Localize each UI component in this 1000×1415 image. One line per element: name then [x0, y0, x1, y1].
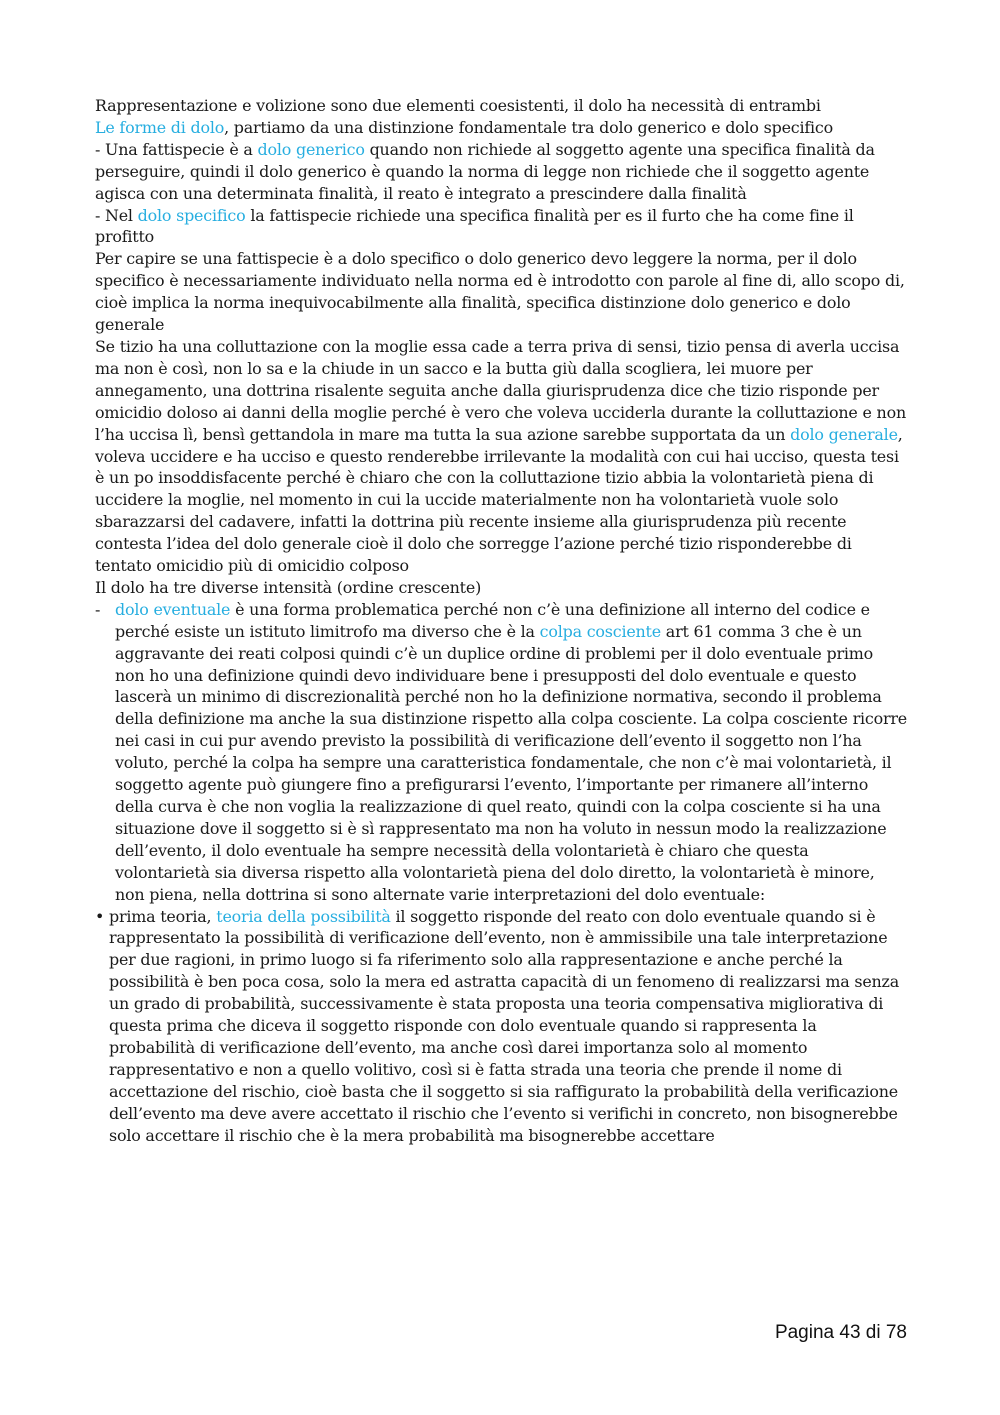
highlight-dolo-generico: dolo generico: [257, 139, 365, 159]
paragraph-tre-intensita: [95, 577, 907, 599]
paragraph-dolo-specifico: [95, 205, 907, 249]
highlight-colpa-cosciente: colpa cosciente: [539, 621, 661, 641]
highlight-dolo-generale: dolo generale: [790, 424, 898, 444]
paragraph-forme-di-dolo: [95, 117, 907, 139]
paragraph-text: è una forma problematica perché non c’è una definizione all interno del codice e perché esiste un istituto limitrofo ma diverso che è la: [115, 599, 870, 641]
highlight-dolo-eventuale: dolo eventuale: [115, 599, 231, 619]
paragraph-text: la fattispecie richiede una specifica finalità per es il furto che ha come fine il profitto: [95, 205, 854, 247]
paragraph-intro: [95, 95, 907, 117]
document-body: [95, 95, 907, 1147]
list-item-prima-teoria: [95, 906, 907, 1147]
paragraph-text: Il dolo ha tre diverse intensità (ordine crescente): [95, 577, 482, 597]
page-number: Pagina 43 di 78: [774, 1322, 907, 1343]
paragraph-capire-fattispecie: [95, 248, 907, 336]
paragraph-text: , partiamo da una distinzione fondamentale tra dolo generico e dolo specifico: [224, 117, 833, 137]
highlight-dolo-specifico: dolo specifico: [137, 205, 246, 225]
paragraph-text: il soggetto risponde del reato con dolo eventuale quando si è rappresentato la possibilità di verificazione dell’evento, non è ammissibile una tale interpretazione per due ragioni, in primo luogo si fa riferimento solo alla rappresentazione e anche perché la possibilità è ben poca cosa, solo la mera ed astratta capacità di un fenomeno di realizzarsi ma senza un grado di probabilità, successivamente è stata proposta una teoria compensativa migliorativa di questa prima che diceva il soggetto risponde con dolo eventuale quando si rappresenta la probabilità di verificazione dell’evento, ma anche così darei importanza solo al momento rappresentativo e non a quello volitivo, così si è fatta strada una teoria che prende il nome di accettazione del rischio, cioè basta che il soggetto si sia raffigurato la probabilità della verificazione dell’evento ma deve avere accettato il rischio che l’evento si verifichi in concreto, non bisognerebbe solo accettare il rischio che è la mera probabilità ma bisognerebbe accettare: [109, 906, 899, 1145]
paragraph-text: , voleva uccidere e ha ucciso e questo renderebbe irrilevante la modalità con cui hai ucciso, questa tesi è un po insoddisfacente perché è chiaro che con la colluttazione tizio abbia la volontarietà piena di uccidere la moglie, nel momento in cui la uccide materialmente non ha volontarietà vuole solo sbarazzarsi del cadavere, infatti la dottrina più recente insieme alla giurisprudenza più recente contesta l’idea del dolo generale cioè il dolo che sorregge l’azione perché tizio risponderebbe di tentato omicidio più di omicidio colposo: [95, 424, 903, 576]
paragraph-text: prima teoria,: [109, 906, 217, 926]
paragraph-dolo-generale: [95, 336, 907, 577]
bullet-marker: •: [95, 906, 105, 926]
list-item-dolo-eventuale: [95, 599, 907, 906]
paragraph-text: - Nel: [95, 205, 138, 225]
paragraph-text: - Una fattispecie è a: [95, 139, 258, 159]
highlight-teoria-possibilita: teoria della possibilità: [216, 906, 391, 926]
paragraph-text: Per capire se una fattispecie è a dolo specifico o dolo generico devo leggere la norma, per il dolo specifico è necessariamente individuato nella norma ed è introdotto con parole al fine di, allo scopo di, cioè implica la norma inequivocabilmente alla finalità, specifica distinzione dolo generico e dolo generale: [95, 249, 905, 335]
paragraph-text: art 61 comma 3 che è un aggravante dei reati colposi quindi c’è un duplice ordine di problemi per il dolo eventuale primo non ho una definizione quindi devo individuare bene i presupposti del dolo eventuale e questo lascerà un minimo di discrezionalità perché non ho la definizione normativa, secondo il problema della definizione ma anche la sua distinzione rispetto alla colpa cosciente. La colpa cosciente ricorre nei casi in cui pur avendo previsto la possibilità di verificazione dell’evento il soggetto non l’ha voluto, perché la colpa ha sempre una caratteristica fondamentale, che non c’è mai volontarietà, il soggetto agente può giungere fino a prefigurarsi l’evento, l’importante per rimanere all’interno della curva è che non voglia la realizzazione di quel reato, quindi con la colpa cosciente si ha una situazione dove il soggetto si è sì rappresentato ma non ha voluto in nessun modo la realizzazione dell’evento, il dolo eventuale ha sempre necessità della volontarietà è chiaro che questa volontarietà sia diversa rispetto alla volontarietà piena del dolo diretto, la volontarietà è minore, non piena, nella dottrina si sono alternate varie interpretazioni del dolo eventuale:: [115, 621, 907, 904]
paragraph-text: Rappresentazione e volizione sono due elementi coesistenti, il dolo ha necessità di entrambi: [95, 96, 821, 115]
highlight-forme-di-dolo: Le forme di dolo: [95, 117, 225, 137]
dash-marker: -: [95, 599, 101, 619]
paragraph-dolo-generico: [95, 139, 907, 205]
paragraph-text: quando non richiede al soggetto agente una specifica finalità da perseguire, quindi il dolo generico è quando la norma di legge non richiede che il soggetto agente agisca con una determinata finalità, il reato è integrato a prescindere dalla finalità: [95, 139, 875, 203]
paragraph-text: Se tizio ha una colluttazione con la moglie essa cade a terra priva di sensi, tizio pensa di averla uccisa ma non è così, non lo sa e la chiude in un sacco e la butta giù dalla scogliera, lei muore per annegamento, una dottrina risalente seguita anche dalla giurisprudenza dice che tizio risponde per omicidio doloso ai danni della moglie perché è vero che voleva ucciderla durante la colluttazione e non l’ha uccisa lì, bensì gettandola in mare ma tutta la sua azione sarebbe supportata da un: [95, 336, 906, 444]
